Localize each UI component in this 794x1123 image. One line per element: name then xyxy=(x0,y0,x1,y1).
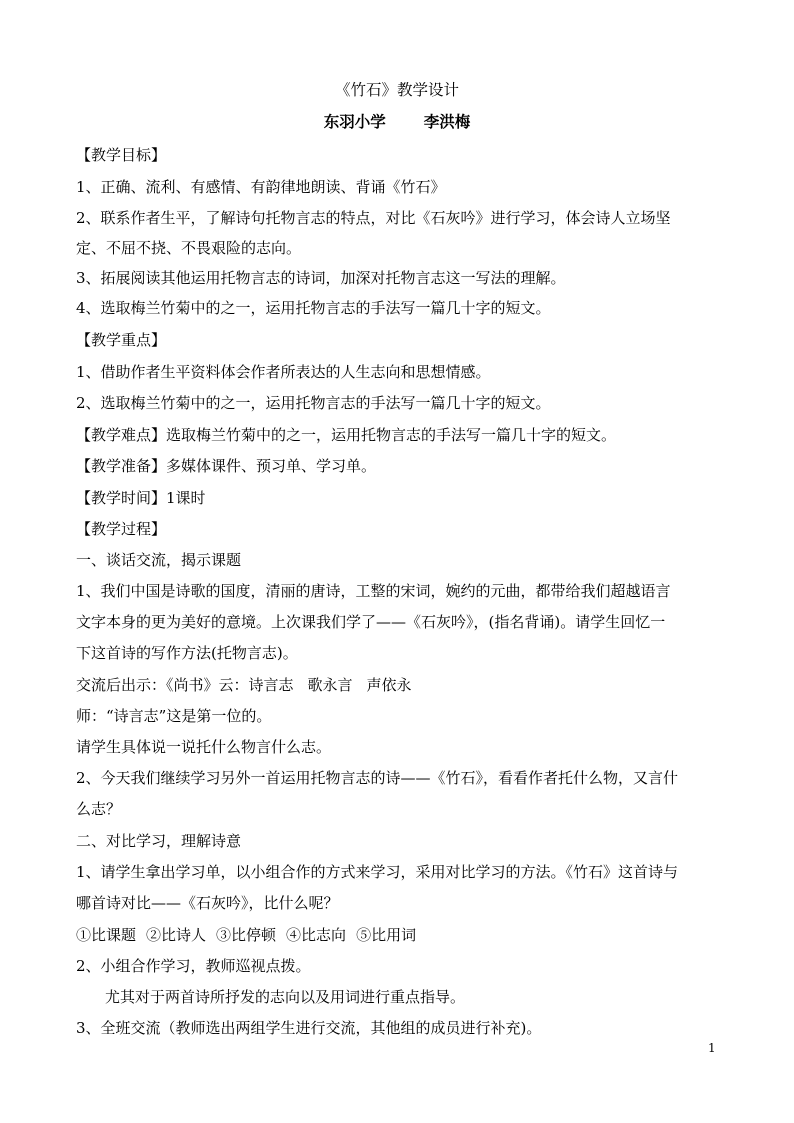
part2-p3: 3、全班交流（教师选出两组学生进行交流，其他组的成员进行补充)。 xyxy=(76,1019,542,1037)
section-process: 【教学过程】 xyxy=(76,520,167,538)
compare-item: ④比志向 xyxy=(286,926,347,944)
key-point-2: 2、选取梅兰竹菊中的之一，运用托物言志的手法写一篇几十字的短文。 xyxy=(76,394,551,412)
time-label: 【教学时间】 xyxy=(76,489,167,507)
page-number: 1 xyxy=(708,1041,716,1055)
difficulty-text: 选取梅兰竹菊中的之一，运用托物言志的手法写一篇几十字的短文。 xyxy=(166,426,617,444)
teacher-line: 师：“诗言志”这是第一位的。 xyxy=(76,707,272,725)
difficulty-label: 【教学难点】 xyxy=(76,426,167,444)
quote-b: 歌永言 xyxy=(307,676,353,694)
compare-list xyxy=(76,925,726,945)
compare-item: ①比课题 xyxy=(76,926,137,944)
compare-item: ②比诗人 xyxy=(146,926,207,944)
doc-title: 《竹石》教学设计 xyxy=(334,81,459,99)
time-text: 1课时 xyxy=(166,489,206,507)
part1-p1-line-2: 文字本身的更为美好的意境。上次课我们学了——《石灰吟》，(指名背诵)。请学生回忆一 xyxy=(76,613,666,631)
ask-line: 请学生具体说一说托什么物言什么志。 xyxy=(76,738,332,756)
part1-p2-line-2: 么志？ xyxy=(76,800,122,818)
part1-heading: 一、谈话交流，揭示课题 xyxy=(76,551,242,569)
part1-p1-line-3: 下这首诗的写作方法(托物言志)。 xyxy=(76,644,298,662)
part2-p1-line-2: 哪首诗对比——《石灰吟》，比什么呢？ xyxy=(76,894,339,912)
key-point-1: 1、借助作者生平资料体会作者所表达的人生志向和思想情感。 xyxy=(76,363,491,381)
objective-2-line-2: 定、不屈不挠、不畏艰险的志向。 xyxy=(76,239,302,257)
time-line xyxy=(76,488,726,508)
part1-p2-line-1: 2、今天我们继续学习另外一首运用托物言志的诗——《竹石》，看看作者托什么物，又言什 xyxy=(76,769,679,787)
difficulty-line xyxy=(76,425,726,445)
part1-p1-line-1: 1、我们中国是诗歌的国度，清丽的唐诗，工整的宋词，婉约的元曲，都带给我们超越语言 xyxy=(76,582,671,600)
part2-p2-indent: 尤其对于两首诗所抒发的志向以及用词进行重点指导。 xyxy=(105,988,466,1006)
part2-p2: 2、小组合作学习，教师巡视点拨。 xyxy=(76,957,311,975)
byline xyxy=(0,112,794,132)
part2-p1-line-1: 1、请学生拿出学习单，以小组合作的方式来学习，采用对比学习的方法。《竹石》这首诗与 xyxy=(76,863,679,881)
objective-3: 3、拓展阅读其他运用托物言志的诗词，加深对托物言志这一写法的理解。 xyxy=(76,269,566,287)
author-name: 李洪梅 xyxy=(423,112,471,131)
part2-heading: 二、对比学习，理解诗意 xyxy=(76,832,242,850)
quote-c: 声依永 xyxy=(366,676,412,694)
prep-text: 多媒体课件、预习单、学习单。 xyxy=(166,457,377,475)
objective-1: 1、正确、流利、有感情、有韵律地朗读、背诵《竹石》 xyxy=(76,178,446,196)
school-name: 东羽小学 xyxy=(323,112,386,131)
prep-line xyxy=(76,456,726,476)
quote-a: 诗言志 xyxy=(248,676,294,694)
quote-prefix: 交流后出示：《尚书》云： xyxy=(76,676,249,694)
section-objectives: 【教学目标】 xyxy=(76,146,167,164)
objective-2-line-1: 2、联系作者生平，了解诗句托物言志的特点，对比《石灰吟》进行学习，体会诗人立场坚 xyxy=(76,209,671,227)
compare-item: ③比停顿 xyxy=(216,926,277,944)
quote-line xyxy=(76,675,726,695)
prep-label: 【教学准备】 xyxy=(76,457,167,475)
section-key-points: 【教学重点】 xyxy=(76,331,167,349)
objective-4: 4、选取梅兰竹菊中的之一，运用托物言志的手法写一篇几十字的短文。 xyxy=(76,299,551,317)
compare-item: ⑤比用词 xyxy=(356,926,417,944)
